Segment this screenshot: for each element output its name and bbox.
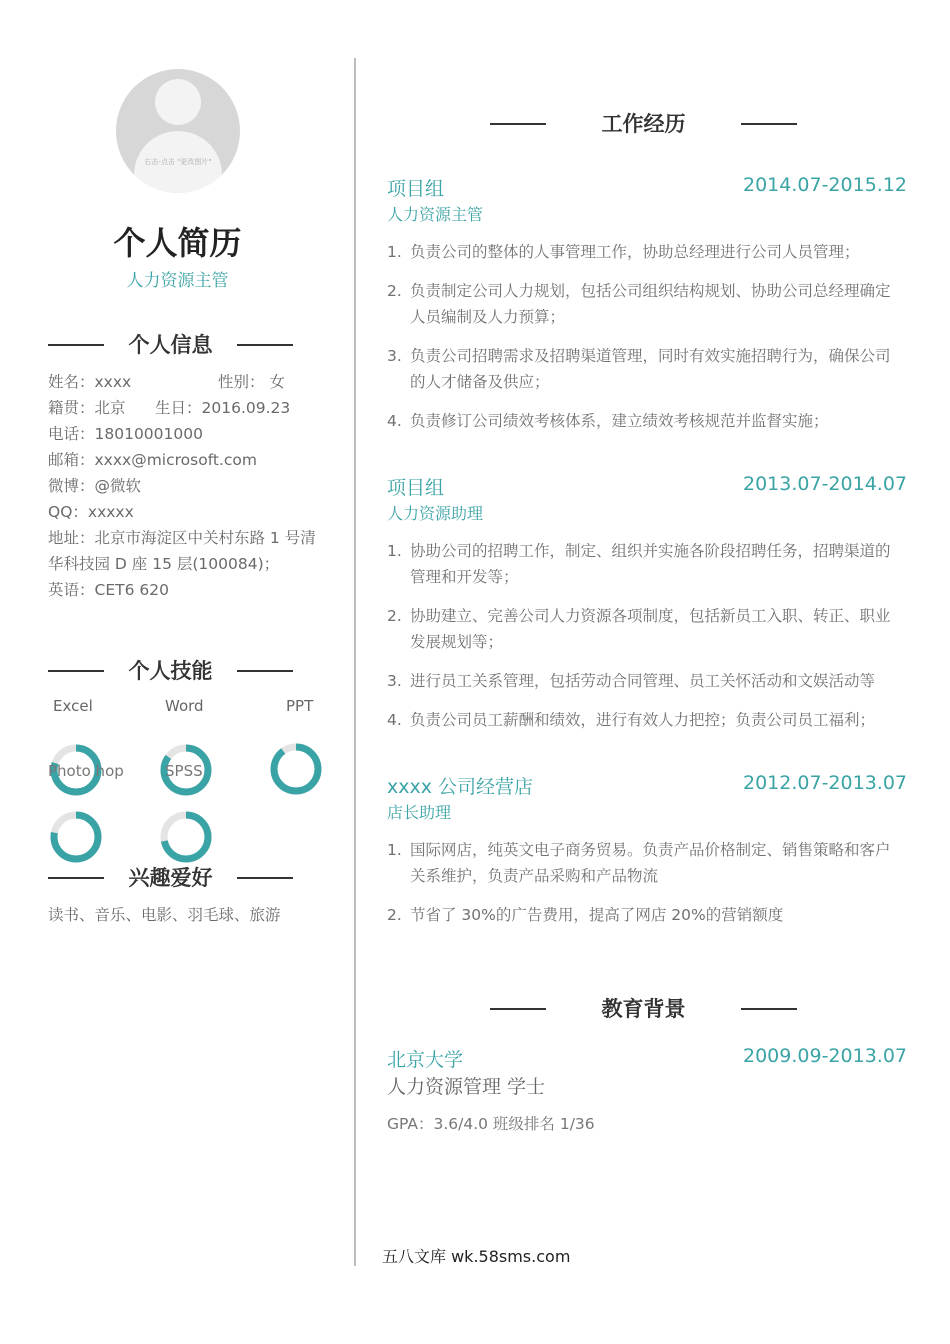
- job-org: 项目组: [387, 477, 445, 499]
- resume-subtitle: 人力资源主管: [126, 271, 229, 291]
- divider-line: [237, 344, 293, 346]
- job-role: 人力资源主管: [387, 205, 484, 224]
- section-title: 教育背景: [601, 997, 686, 1021]
- job-item-text: 协助建立、完善公司人力资源各项制度，包括新员工入职、转正、职业发展规划等；: [410, 607, 891, 651]
- footer-watermark: 五八文库 wk.58sms.com: [382, 1247, 571, 1266]
- job-item-text: 负责修订公司绩效考核体系，建立绩效考核规范并监督实施；: [410, 412, 829, 430]
- job-item: 3. 负责公司招聘需求及招聘渠道管理，同时有效实施招聘行为，确保公司的人才储备及供应；: [387, 343, 897, 395]
- info-weibo: 微博：@微软: [48, 477, 142, 495]
- section-hobbies: [48, 862, 293, 892]
- column-divider: [354, 58, 356, 1266]
- info-email: 邮箱：xxxx@microsoft.com: [48, 451, 257, 469]
- job-item: 3. 进行员工关系管理，包括劳动合同管理、员工关怀活动和文娱活动等: [387, 668, 897, 694]
- hobbies-text: 读书、音乐、电影、羽毛球、旅游: [48, 906, 281, 924]
- info-address-line1: 地址：北京市海淀区中关村东路 1 号清: [48, 529, 316, 547]
- edu-major: 人力资源管理 学士: [387, 1076, 546, 1098]
- section-title: 个人技能: [128, 659, 213, 683]
- job-item-text: 负责公司招聘需求及招聘渠道管理，同时有效实施招聘行为，确保公司的人才储备及供应；: [410, 347, 891, 391]
- job-item: 4. 负责公司员工薪酬和绩效，进行有效人力把控；负责公司员工福利；: [387, 707, 897, 733]
- section-education: [490, 993, 797, 1023]
- divider-line: [237, 670, 293, 672]
- info-birthday: 生日：2016.09.23: [155, 399, 291, 417]
- job-item-text: 进行员工关系管理，包括劳动合同管理、员工关怀活动和文娱活动等: [410, 672, 876, 690]
- job-item: 4. 负责修订公司绩效考核体系，建立绩效考核规范并监督实施；: [387, 408, 897, 434]
- info-address-line2: 华科技园 D 座 15 层(100084)；: [48, 555, 280, 573]
- info-gender: 性别： 女: [218, 373, 285, 391]
- job-role: 人力资源助理: [387, 504, 484, 523]
- job-item-text: 负责公司员工薪酬和绩效，进行有效人力把控；负责公司员工福利；: [410, 711, 876, 729]
- skill-label-word: Word: [165, 697, 204, 715]
- job-org: xxxx 公司经营店: [387, 776, 534, 798]
- section-skills: [48, 655, 293, 685]
- resume-title: 个人简历: [113, 224, 242, 262]
- info-qq: QQ：xxxxx: [48, 503, 134, 521]
- job-org: 项目组: [387, 178, 445, 200]
- edu-date: 2009.09-2013.07: [743, 1045, 907, 1067]
- skill-donut-ppt: [268, 741, 324, 797]
- edu-gpa: GPA：3.6/4.0 班级排名 1/36: [387, 1115, 595, 1133]
- section-personal-info: [48, 329, 293, 359]
- job-item: 1. 负责公司的整体的人事管理工作，协助总经理进行公司人员管理；: [387, 239, 897, 265]
- divider-line: [741, 1008, 797, 1010]
- section-title: 兴趣爱好: [128, 866, 213, 890]
- job-item: 2. 节省了 30%的广告费用，提高了网店 20%的营销额度: [387, 902, 897, 928]
- avatar-hint: 右击-点击 "更改图片": [144, 158, 212, 166]
- job-date: 2014.07-2015.12: [743, 174, 907, 196]
- job-item: 1. 协助公司的招聘工作，制定、组织并实施各阶段招聘任务，招聘渠道的管理和开发等；: [387, 538, 897, 590]
- avatar-head-shape: [155, 79, 201, 125]
- skill-donut-photoshop: [48, 809, 104, 865]
- skill-label-excel: Excel: [53, 697, 93, 715]
- job-date: 2013.07-2014.07: [743, 473, 907, 495]
- job-item: 2. 负责制定公司人力规划，包括公司组织结构规划、协助公司总经理确定人员编制及人力预算；: [387, 278, 897, 330]
- section-work: [490, 108, 797, 138]
- info-hometown: 籍贯：北京: [48, 399, 126, 417]
- section-title: 个人信息: [128, 333, 213, 357]
- skill-donut-spss: [158, 809, 214, 865]
- section-title: 工作经历: [601, 112, 686, 136]
- job-date: 2012.07-2013.07: [743, 772, 907, 794]
- divider-line: [237, 877, 293, 879]
- job-item-text: 节省了 30%的广告费用，提高了网店 20%的营销额度: [410, 906, 784, 924]
- skill-label-ppt: PPT: [286, 697, 314, 715]
- info-phone: 电话：18010001000: [48, 425, 203, 443]
- job-role: 店长助理: [387, 803, 452, 822]
- edu-school: 北京大学: [387, 1049, 464, 1071]
- job-item-text: 负责制定公司人力规划，包括公司组织结构规划、协助公司总经理确定人员编制及人力预算；: [410, 282, 891, 326]
- job-item-text: 负责公司的整体的人事管理工作，协助总经理进行公司人员管理；: [410, 243, 860, 261]
- job-item-text: 协助公司的招聘工作，制定、组织并实施各阶段招聘任务，招聘渠道的管理和开发等；: [410, 542, 891, 586]
- avatar[interactable]: [116, 69, 240, 193]
- skill-label-photoshop: Photo hop: [48, 762, 124, 780]
- job-item: 1. 国际网店，纯英文电子商务贸易。负责产品价格制定、销售策略和客户关系维护，负责产品采购和产品物流: [387, 837, 897, 889]
- job-item: 2. 协助建立、完善公司人力资源各项制度，包括新员工入职、转正、职业发展规划等；: [387, 603, 897, 655]
- skill-label-spss: SPSS: [165, 762, 203, 780]
- divider-line: [741, 123, 797, 125]
- info-english: 英语：CET6 620: [48, 581, 169, 599]
- info-name: 姓名：xxxx: [48, 373, 132, 391]
- job-item-text: 国际网店，纯英文电子商务贸易。负责产品价格制定、销售策略和客户关系维护，负责产品采购和产品物流: [410, 841, 891, 885]
